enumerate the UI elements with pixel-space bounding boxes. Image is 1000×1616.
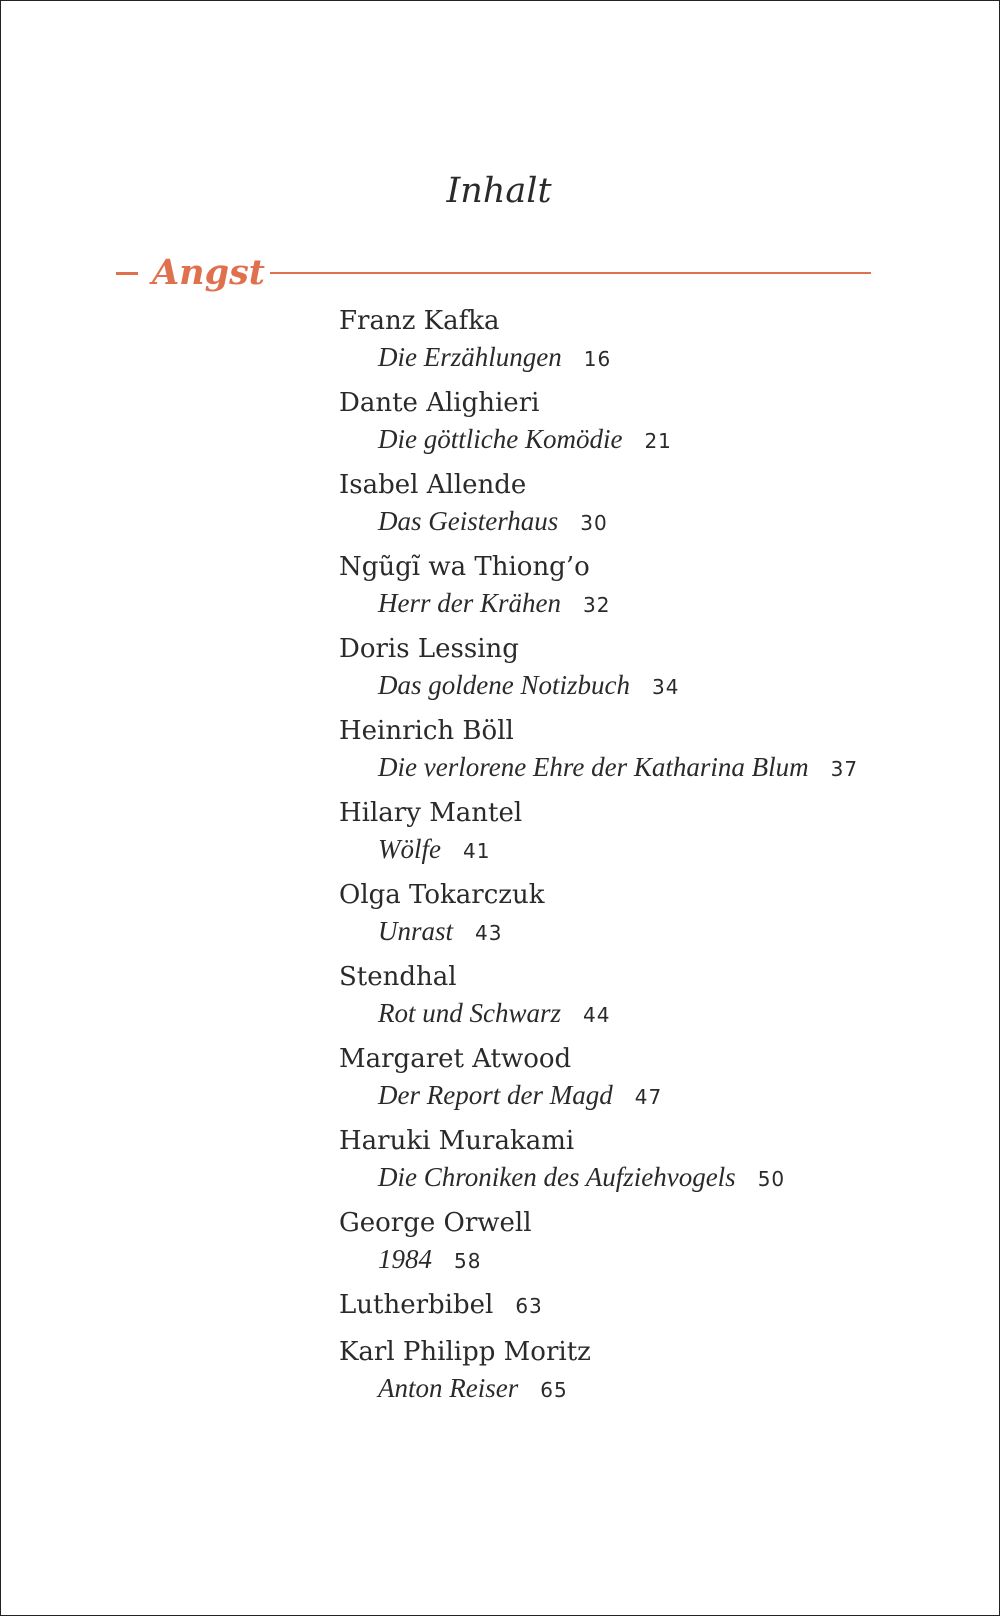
entry-author: Haruki Murakami — [339, 1126, 575, 1156]
toc-entry — [339, 713, 979, 795]
toc-entry — [339, 467, 979, 549]
entry-author: Heinrich Böll — [339, 716, 514, 746]
toc-entry — [339, 303, 979, 385]
entry-work: Die Chroniken des Aufziehvogels — [378, 1162, 736, 1192]
entry-author-line — [339, 1287, 979, 1324]
entry-work-line — [378, 421, 979, 461]
toc-entry — [339, 1205, 979, 1287]
entry-work: Die verlorene Ehre der Katharina Blum — [378, 752, 809, 782]
entry-work: Rot und Schwarz — [378, 998, 562, 1028]
section-title: Angst — [152, 252, 265, 293]
entry-page-number: 47 — [634, 1085, 663, 1109]
entry-page-number: 16 — [583, 347, 612, 371]
entry-author: Isabel Allende — [339, 470, 527, 500]
entry-author: Ngũgĩ wa Thiong’o — [339, 552, 590, 582]
toc-entry — [339, 549, 979, 631]
entry-page-number: 44 — [583, 1003, 611, 1027]
entry-work-line — [378, 1370, 979, 1410]
entry-work-line — [378, 749, 979, 789]
entry-work: 1984 — [378, 1244, 432, 1274]
entry-work: Wölfe — [378, 834, 441, 864]
toc-entry — [339, 631, 979, 713]
entry-page-number: 30 — [580, 511, 608, 535]
entry-page-number: 37 — [830, 757, 859, 781]
entry-work-line — [378, 1241, 979, 1281]
entry-page-number: 65 — [540, 1378, 568, 1402]
entry-work: Der Report der Magd — [378, 1080, 613, 1110]
entry-page-number: 43 — [475, 921, 503, 945]
section-header — [116, 249, 871, 299]
entry-work: Die göttliche Komödie — [378, 424, 623, 454]
entry-author: Margaret Atwood — [339, 1044, 572, 1074]
toc-entry — [339, 877, 979, 959]
entry-work-line — [378, 1077, 979, 1117]
toc-entry — [339, 1334, 979, 1416]
toc-entry — [339, 795, 979, 877]
entry-author: Hilary Mantel — [339, 798, 523, 828]
toc-entries — [339, 303, 979, 1416]
page-title — [1, 171, 1000, 211]
entry-author: Olga Tokarczuk — [339, 880, 545, 910]
entry-page-number: 58 — [454, 1249, 482, 1273]
entry-work-line — [378, 995, 979, 1035]
entry-work: Unrast — [378, 916, 454, 946]
entry-work-line — [378, 585, 979, 625]
entry-author: Doris Lessing — [339, 634, 519, 664]
toc-entry — [339, 385, 979, 467]
entry-author: Dante Alighieri — [339, 388, 540, 418]
entry-page-number: 21 — [644, 429, 672, 453]
entry-author: Franz Kafka — [339, 306, 500, 336]
entry-work: Das goldene Notizbuch — [378, 670, 630, 700]
entry-page-number: 34 — [651, 675, 680, 699]
entry-page-number: 32 — [583, 593, 611, 617]
entry-author: Karl Philipp Moritz — [339, 1337, 591, 1367]
entry-page-number: 41 — [462, 839, 491, 863]
toc-entry — [339, 1041, 979, 1123]
section-rule — [270, 272, 871, 274]
entry-work-line — [378, 339, 979, 379]
section-dash — [116, 272, 138, 275]
entry-work: Das Geisterhaus — [378, 506, 559, 536]
entry-work-line — [378, 667, 979, 707]
toc-entry — [339, 1287, 979, 1334]
entry-page-number: 63 — [515, 1294, 543, 1318]
entry-author: George Orwell — [339, 1208, 532, 1238]
entry-work-line — [378, 1159, 979, 1199]
toc-entry — [339, 1123, 979, 1205]
entry-page-number: 50 — [757, 1167, 786, 1191]
entry-author: Stendhal — [339, 962, 457, 992]
toc-entry — [339, 959, 979, 1041]
entry-work-line — [378, 913, 979, 953]
entry-work-line — [378, 831, 979, 871]
entry-work: Die Erzählungen — [378, 342, 562, 372]
page-title-text: Inhalt — [446, 171, 552, 211]
entry-work: Anton Reiser — [378, 1373, 519, 1403]
entry-work: Herr der Krähen — [378, 588, 561, 618]
entry-work-line — [378, 503, 979, 543]
entry-author: Lutherbibel — [339, 1290, 494, 1320]
